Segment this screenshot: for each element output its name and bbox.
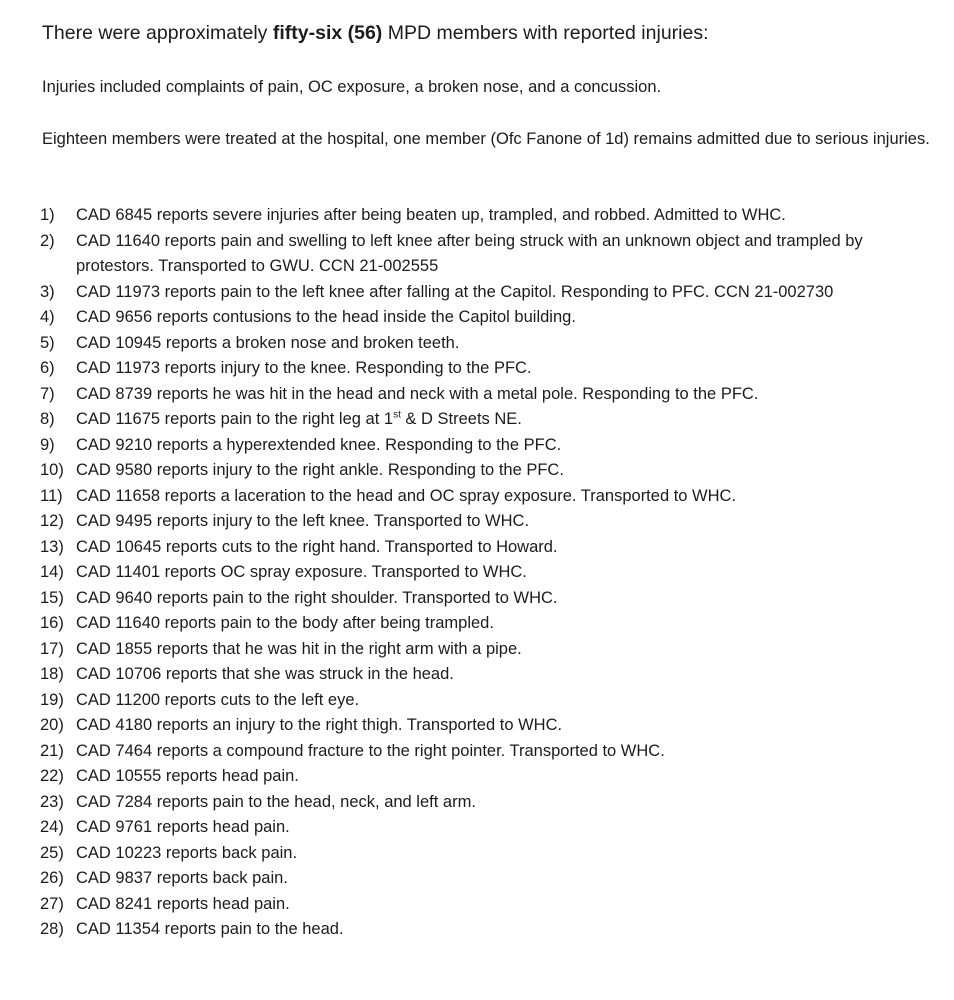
list-item-number: 25): [40, 843, 64, 862]
list-item: [40, 560, 920, 586]
list-item-text: CAD 7284 reports pain to the head, neck, and left arm.: [76, 792, 476, 811]
injury-list: [40, 203, 920, 943]
list-item-number: 6): [40, 359, 55, 377]
list-item-number: 17): [40, 639, 64, 658]
list-item-text: CAD 10555 reports head pain.: [76, 767, 299, 785]
list-item-text: CAD 10706 reports that she was struck in the head.: [76, 665, 454, 683]
list-item-text: CAD 11973 reports injury to the knee. Responding to the PFC.: [76, 359, 532, 377]
list-item-text: CAD 6845 reports severe injuries after being beaten up, trampled, and robbed. Admitted to WHC.: [76, 206, 786, 224]
list-item-text: CAD 10223 reports back pain.: [76, 843, 298, 862]
list-item: [40, 662, 920, 688]
list-item-text-post: & D Streets NE.: [400, 410, 522, 428]
list-item: [40, 305, 920, 331]
list-item-number: 21): [40, 741, 64, 760]
list-item-text: CAD 9837 reports back pain.: [76, 869, 288, 887]
list-item: [40, 433, 920, 459]
list-item: [40, 280, 920, 306]
list-item-number: 1): [40, 206, 55, 224]
list-item-number: 24): [40, 818, 64, 836]
injury-summary-paragraph: Injuries included complaints of pain, OC exposure, a broken nose, and a concussion.: [42, 78, 662, 96]
list-item-text: CAD 9210 reports a hyperextended knee. Responding to the PFC.: [76, 435, 562, 454]
list-item: [40, 203, 920, 229]
list-item-number: 16): [40, 614, 64, 632]
list-item: [40, 637, 920, 663]
list-item-number: 11): [40, 486, 63, 505]
list-item: [40, 331, 920, 357]
list-item-number: 5): [40, 333, 55, 352]
list-item-text: CAD 11401 reports OC spray exposure. Transported to WHC.: [76, 563, 527, 581]
list-item: [40, 586, 920, 612]
list-item-number: 2): [40, 231, 55, 250]
list-item-text: CAD 9761 reports head pain.: [76, 818, 290, 836]
list-item: [40, 535, 920, 561]
list-item: [40, 892, 920, 918]
list-item-number: 7): [40, 384, 55, 403]
list-item-text: CAD 11354 reports pain to the head.: [76, 920, 344, 938]
list-item-text: CAD 11640 reports pain to the body after being trampled.: [76, 614, 494, 632]
list-item-number: 3): [40, 282, 55, 301]
list-item: [40, 407, 920, 433]
list-item-text: CAD 4180 reports an injury to the right thigh. Transported to WHC.: [76, 716, 563, 734]
document-heading: [42, 20, 709, 46]
list-item-number: 12): [40, 512, 64, 530]
list-item-text: CAD 11973 reports pain to the left knee after falling at the Capitol. Responding to PFC. CCN 21-002730: [76, 282, 834, 301]
list-item: [40, 229, 920, 280]
list-item-text: CAD 8739 reports he was hit in the head and neck with a metal pole. Responding to the PFC.: [76, 384, 759, 403]
list-item: [40, 841, 920, 867]
heading-prefix: There were approximately: [42, 22, 273, 44]
list-item-text: CAD 10645 reports cuts to the right hand. Transported to Howard.: [76, 537, 558, 556]
list-item-text: CAD 8241 reports head pain.: [76, 894, 290, 913]
list-item-number: 13): [40, 537, 64, 556]
list-item: [40, 739, 920, 765]
list-item: [40, 611, 920, 637]
list-item-number: 18): [40, 665, 64, 683]
list-item: [40, 382, 920, 408]
list-item-text: CAD 1855 reports that he was hit in the right arm with a pipe.: [76, 639, 522, 658]
list-item-text: CAD 9495 reports injury to the left knee. Transported to WHC.: [76, 512, 530, 530]
list-item: [40, 688, 920, 714]
list-item-number: 4): [40, 308, 55, 326]
list-item-number: 23): [40, 792, 64, 811]
list-item: [40, 790, 920, 816]
list-item-number: 20): [40, 716, 64, 734]
list-item: [40, 866, 920, 892]
list-item: [40, 356, 920, 382]
list-item-number: 26): [40, 869, 64, 887]
heading-suffix: MPD members with reported injuries:: [382, 22, 709, 44]
list-item: [40, 815, 920, 841]
list-item-number: 22): [40, 767, 64, 785]
list-item-text: [76, 407, 920, 433]
heading-bold-count: fifty-six (56): [272, 22, 383, 44]
ordinal-superscript: st: [393, 409, 401, 421]
list-item-text-pre: CAD 11675 reports pain to the right leg at 1: [76, 410, 394, 428]
list-item-number: 28): [40, 920, 64, 938]
list-item-number: 10): [40, 461, 64, 479]
list-item: [40, 764, 920, 790]
list-item-number: 15): [40, 588, 64, 607]
list-item-text: CAD 7464 reports a compound fracture to the right pointer. Transported to WHC.: [76, 741, 665, 760]
list-item-text: CAD 10945 reports a broken nose and broken teeth.: [76, 333, 460, 352]
list-item: [40, 509, 920, 535]
hospital-summary-paragraph: Eighteen members were treated at the hospital, one member (Ofc Fanone of 1d) remains admitted due to serious injuries.: [42, 130, 930, 148]
list-item-text: CAD 11200 reports cuts to the left eye.: [76, 690, 360, 709]
list-item-text: CAD 9640 reports pain to the right shoulder. Transported to WHC.: [76, 588, 558, 607]
list-item-text: CAD 9656 reports contusions to the head inside the Capitol building.: [76, 308, 576, 326]
list-item: [40, 458, 920, 484]
list-item: [40, 917, 920, 943]
list-item-number: 9): [40, 435, 55, 454]
list-item-text: CAD 9580 reports injury to the right ankle. Responding to the PFC.: [76, 461, 564, 479]
list-item-number: 8): [40, 410, 55, 428]
list-item-text: CAD 11640 reports pain and swelling to left knee after being struck with an unknown object and trampled by protestors. Transported to GWU. CCN 21-002555: [76, 231, 863, 275]
list-item-number: 14): [40, 563, 64, 581]
list-item-number: 27): [40, 894, 64, 913]
list-item: [40, 484, 920, 510]
list-item: [40, 713, 920, 739]
list-item-number: 19): [40, 690, 64, 709]
list-item-text: CAD 11658 reports a laceration to the head and OC spray exposure. Transported to WHC.: [76, 486, 737, 505]
